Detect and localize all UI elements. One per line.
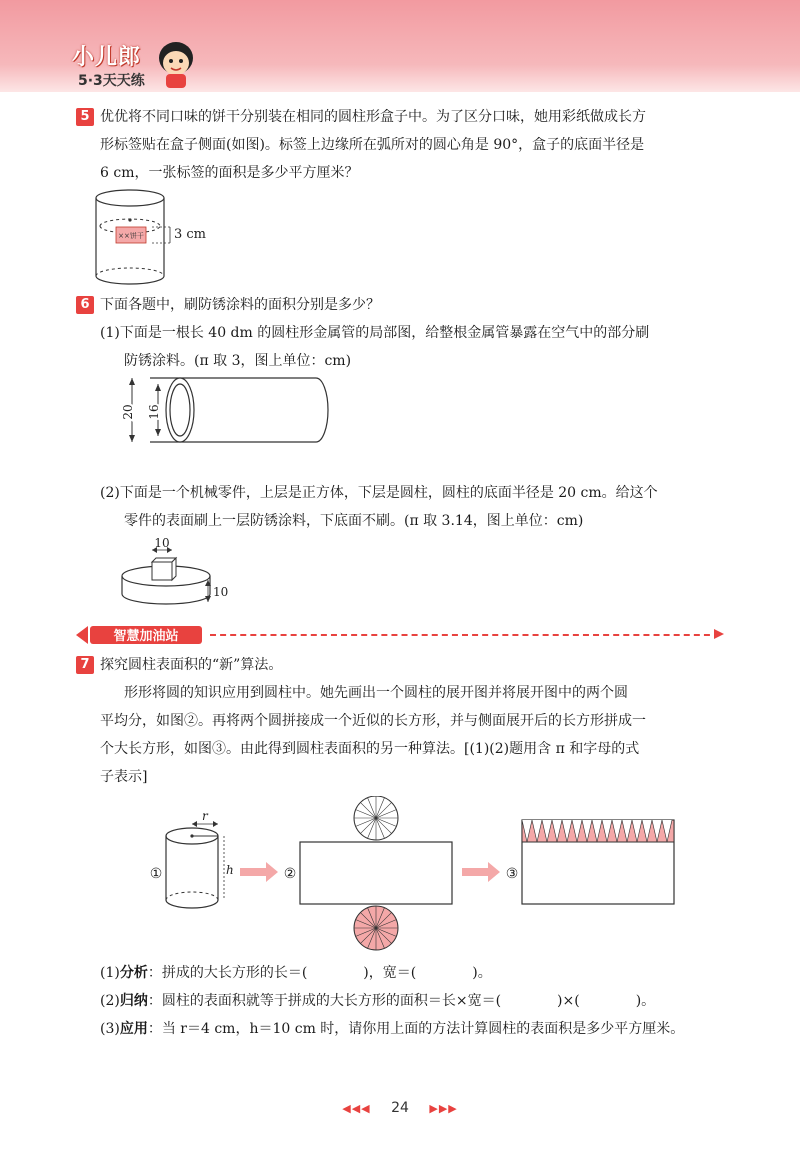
q7-sub-1: (1)分析：拼成的大长方形的长＝( )，宽＝( )。 [100,965,492,981]
pipe-outer-label: 20 [121,404,135,420]
question-7-title [76,652,282,678]
q6-title-text: 下面各题中，刷防锈涂料的面积分别是多少？ [100,297,380,313]
figure-1-marker: ① [149,866,163,882]
q7-sub-3-keyword: 应用 [119,1021,148,1037]
q7-para-2: 平均分，如图②。再将两个圆拼接成一个近似的长方形，并与侧面展开后的长方形拼成一 [100,713,646,729]
radius-label: r [202,809,208,823]
logo-subtitle: 5·3天天练 [78,73,145,89]
metal-pipe-figure [120,372,340,448]
mascot-boy-icon [152,36,200,90]
cylinder-box-figure [90,186,250,290]
q7-title-text: 探究圆柱表面积的“新”算法。 [100,657,283,673]
q6-part1-line1: (1)下面是一根长 40 dm 的圆柱形金属管的局部图，给整根金属管暴露在空气中的部分刷 [100,325,650,341]
q7-sub-3: (3)应用：当 r＝4 cm，h＝10 cm 时，请你用上面的方法计算圆柱的表面积是多少平方厘米。 [100,1021,685,1037]
cylinder-unfold-diagram [140,796,700,956]
q5-text-1: 优优将不同口味的饼干分别装在相同的圆柱形盒子中。为了区分口味，她用彩纸做成长方 [100,109,646,125]
q5-text-3: 6 cm，一张标签的面积是多少平方厘米？ [100,165,359,181]
q7-para-4: 子表示] [100,769,148,785]
q7-sub-1-keyword: 分析 [119,965,148,981]
cube-edge-label: 10 [154,536,170,550]
q5-dimension-label: 3 cm [174,227,207,242]
top-circle-sectors [354,796,398,840]
label-text: ××饼干 [118,232,144,240]
question-number-6: 6 [76,296,94,314]
q7-para-3: 个大长方形，如图③。由此得到圆柱表面积的另一种算法。[(1)(2)题用含 π 和字母的式 [100,741,640,757]
divider-arrow-icon [712,627,726,641]
wisdom-zone-title: 智慧加油站 [113,629,179,644]
q6-part2-line1: (2)下面是一个机械零件，上层是正方体，下层是圆柱，圆柱的底面半径是 20 cm。给这个 [100,485,658,501]
question-5-line1 [76,104,646,130]
figure-2-marker: ② [283,866,297,882]
q7-para-1: 形形将圆的知识应用到圆柱中。她先画出一个圆柱的展开图并将展开图中的两个圆 [124,685,628,701]
page-number: 24 [391,1100,409,1116]
wisdom-zone-divider [210,634,720,636]
question-number-7: 7 [76,656,94,674]
q7-sub-2-keyword: 归纳 [119,993,148,1009]
rearranged-sector-strip [522,820,674,842]
machine-part-figure [118,536,248,612]
q5-text-2: 形标签贴在盒子侧面(如图)。标签上边缘所在弧所对的圆心角是 90°，盒子的底面半径是 [100,137,645,153]
footer-left-arrows-icon: ◀◀◀ [342,1102,371,1115]
bottom-circle-sectors [354,906,398,950]
q7-sub-1-text: ：拼成的大长方形的长＝( )，宽＝( )。 [147,965,492,981]
q7-sub-2-text: ：圆柱的表面积就等于拼成的大长方形的面积＝长×宽＝( )×( )。 [147,993,656,1009]
wisdom-zone-banner [76,624,206,646]
logo-title: 小儿郎 [72,45,142,70]
q6-part2-line2: 零件的表面刷上一层防锈涂料，下底面不刷。(π 取 3.14，图上单位：cm) [124,513,584,529]
q7-sub-2: (2)归纳：圆柱的表面积就等于拼成的大长方形的面积＝长×宽＝( )×( )。 [100,993,656,1009]
q7-sub-3-text: ：当 r＝4 cm，h＝10 cm 时，请你用上面的方法计算圆柱的表面积是多少平方厘米。 [147,1021,685,1037]
height-label: h [226,863,234,877]
footer-right-arrows-icon: ▶▶▶ [429,1102,458,1115]
pipe-inner-label: 16 [147,404,161,420]
figure-3-marker: ③ [505,866,519,882]
q6-part1-line2: 防锈涂料。(π 取 3，图上单位：cm) [124,353,352,369]
page-footer [0,1100,800,1116]
question-number-5: 5 [76,108,94,126]
question-6-title [76,292,380,318]
cylinder-height-label: 10 [213,585,229,599]
